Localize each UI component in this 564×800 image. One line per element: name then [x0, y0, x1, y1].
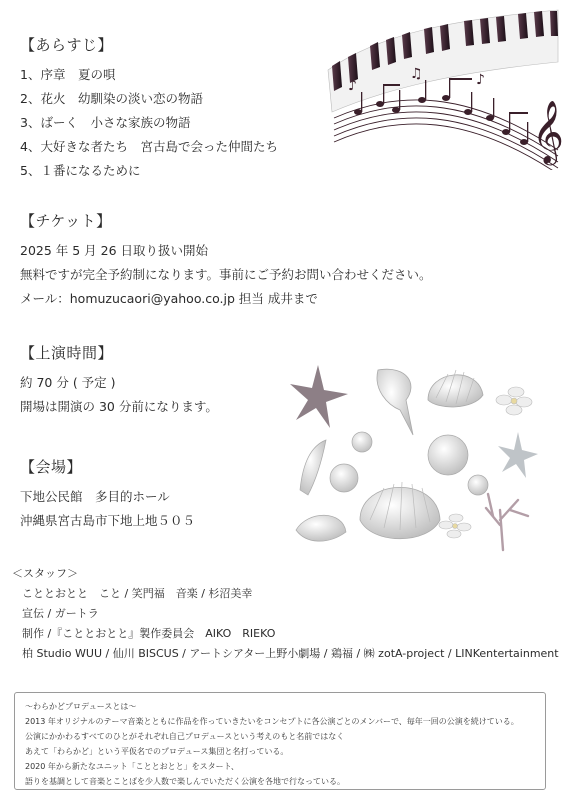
cowrie-shell-icon [468, 475, 488, 495]
snail-shell-icon [352, 432, 372, 452]
synopsis-item: 5、１番になるために [20, 163, 141, 178]
ticket-heading: 【チケット】 [20, 212, 112, 230]
venue-section [20, 456, 195, 533]
conch-shell-icon [377, 369, 413, 435]
music-staff [334, 100, 558, 170]
ticket-start-date: 2025 年 5 月 26 日取り扱い開始 [20, 243, 209, 258]
about-line: あえて「わらかど」という平仮名でのプロデュース集団と名打っている。 [25, 747, 289, 756]
staff-line: 柏 Studio WUU / 仙川 BISCUS / アートシアター上野小劇場 / 鶏福 / ㈱ zotA-project / LINKentertainment [22, 647, 559, 660]
svg-text:♪: ♪ [476, 72, 485, 88]
clam-shell-icon [296, 515, 346, 541]
runtime-section [20, 342, 218, 419]
staff-line: こととおとと こと / 笑門福 音楽 / 杉沼美幸 [22, 587, 253, 600]
runtime-doors-open: 開場は開演の 30 分前になります。 [20, 399, 218, 414]
svg-text:♫: ♫ [410, 66, 423, 82]
about-line: 語りを基調として音楽とことばを少人数で楽しんでいただく公演を各地で行なっている。 [25, 777, 345, 786]
synopsis-section [20, 34, 278, 183]
synopsis-heading: 【あらすじ】 [20, 36, 114, 54]
about-line: 2020 年から新たなユニット「こととおとと」をスタート、 [25, 762, 239, 771]
seashells-illustration [288, 360, 550, 555]
scallop-shell-icon [428, 370, 483, 407]
synopsis-item: 1、序章 夏の唄 [20, 67, 116, 82]
staff-section [12, 564, 559, 664]
about-title: 〜わらかどプロデュースとは〜 [25, 702, 137, 711]
synopsis-item: 4、大好きな者たち 宮古島で会った仲間たち [20, 139, 278, 154]
staff-line: 制作 /『こととおとと』製作委員会 AIKO RIEKO [22, 627, 276, 640]
ticket-contact-email: メール：homuzucaori@yahoo.co.jp 担当 成井まで [20, 291, 318, 306]
about-line: 公演にかかわるすべてのひとがそれぞれ自己プロデュースという考えのもと名前ではなく [25, 732, 345, 741]
venue-heading: 【会場】 [20, 458, 83, 476]
treble-clef-icon: 𝄞 [532, 100, 564, 163]
synopsis-item: 3、ばーく 小さな家族の物語 [20, 115, 191, 130]
nautilus-shell-icon [428, 435, 468, 475]
frangipani-flower-icon [496, 387, 532, 415]
starfish-icon [290, 365, 348, 428]
svg-text:♪: ♪ [348, 78, 357, 94]
staff-line: 宣伝 / ガートラ [22, 607, 99, 620]
large-scallop-shell-icon [360, 482, 440, 539]
about-box [14, 692, 546, 790]
coral-icon [486, 494, 528, 550]
venue-name: 下地公民館 多目的ホール [20, 489, 170, 504]
synopsis-item: 2、花火 幼馴染の淡い恋の物語 [20, 91, 203, 106]
staff-heading: ＜スタッフ＞ [12, 567, 78, 580]
ticket-section [20, 210, 432, 311]
piano-keys-illustration [318, 0, 564, 170]
frangipani-flower-small-icon [439, 514, 471, 538]
runtime-duration: 約 70 分 ( 予定 ) [20, 375, 116, 390]
ticket-reservation-note: 無料ですが完全予約制になります。事前にご予約お問い合わせください。 [20, 267, 432, 282]
auger-shell-icon [300, 440, 326, 495]
runtime-heading: 【上演時間】 [20, 344, 114, 362]
venue-address: 沖縄県宮古島市下地上地５０５ [20, 513, 196, 528]
about-line: 2013 年オリジナルのテーマ音楽とともに作品を作っていきたいをコンセプトに各公演ごとのメンバーで、毎年一回の公演を続けている。 [25, 717, 519, 726]
sea-urchin-icon [330, 464, 358, 492]
starfish-small-icon [498, 432, 538, 478]
